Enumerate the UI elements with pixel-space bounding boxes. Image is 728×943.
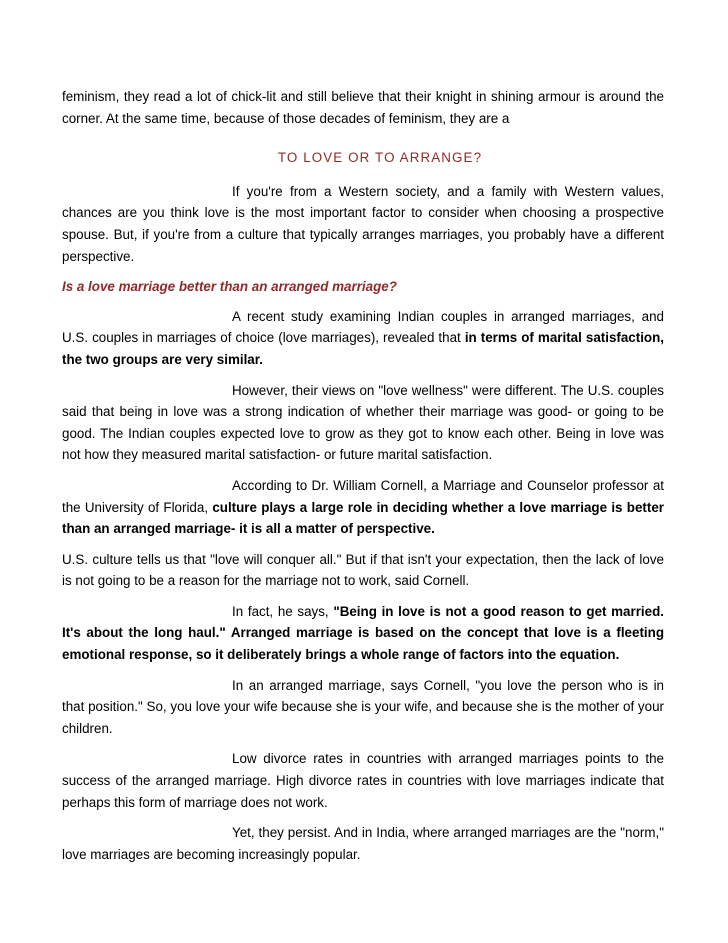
paragraph-arranged-love: In an arranged marriage, says Cornell, "you love the person who is in that position." So, you love your wife because she is your wife, and because she is the mother of your children. [62,677,664,736]
paragraph-cornell-bold: culture plays a large role in deciding whether a love marriage is better than an arranged marriage- it is all a matter of perspective. [62,499,664,537]
paragraph-love-wellness: However, their views on "love wellness" were different. The U.S. couples said that being in love was a strong indication of whether their marriage was good- or going to be good. The Indian couples expected love to grow as they got to know each other. Being in love was not how they measured marital satisfaction- or future marital satisfaction. [62,382,664,463]
paragraph-study-text: A recent study examining Indian couples in arranged marriages, and U.S. couples in marriages of choice (love marriages), revealed that [62,308,664,346]
paragraph-western-values: If you're from a Western society, and a family with Western values, chances are you think love is the most important factor to consider when choosing a prospective spouse. But, if you're from a culture that typically arranges marriages, you probably have a different perspective. [62,183,664,264]
paragraph-long-haul-text: In fact, he says, [232,603,334,619]
paragraph-india: Yet, they persist. And in India, where arranged marriages are the "norm," love marriages are becoming increasingly popular. [62,825,664,862]
paragraph-study [62,306,664,371]
paragraph-study-bold: in terms of marital satisfaction, the two groups are very similar. [62,330,665,367]
section-heading: TO LOVE OR TO ARRANGE? [277,150,483,166]
paragraph-cornell-text: According to Dr. William Cornell, a Marriage and Counselor professor at the University of Florida, [62,477,664,515]
intro-paragraph: feminism, they read a lot of chick-lit and still believe that their knight in shining armour is around the corner. At the same time, because of those decades of feminism, they are a [62,89,664,126]
paragraph-us-culture: U.S. culture tells us that "love will conquer all." But if that isn't your expectation, then the lack of love is not going to be a reason for the marriage not to work, said Cornell. [62,551,664,589]
paragraph-cornell [62,475,664,540]
document-page [62,86,664,874]
paragraph-long-haul [62,601,664,666]
paragraph-long-haul-bold: "Being in love is not a good reason to get married. It's about the long haul." Arranged marriage is based on the concept that love is a fleeting emotional response, so it deliberately brings a whole range of factors into the equation. [62,603,664,663]
section-subheading: Is a love marriage better than an arranged marriage? [62,279,397,295]
paragraph-divorce-rates: Low divorce rates in countries with arranged marriages points to the success of the arranged marriage. High divorce rates in countries with love marriages indicate that perhaps this form of marriage does not work. [62,751,664,810]
